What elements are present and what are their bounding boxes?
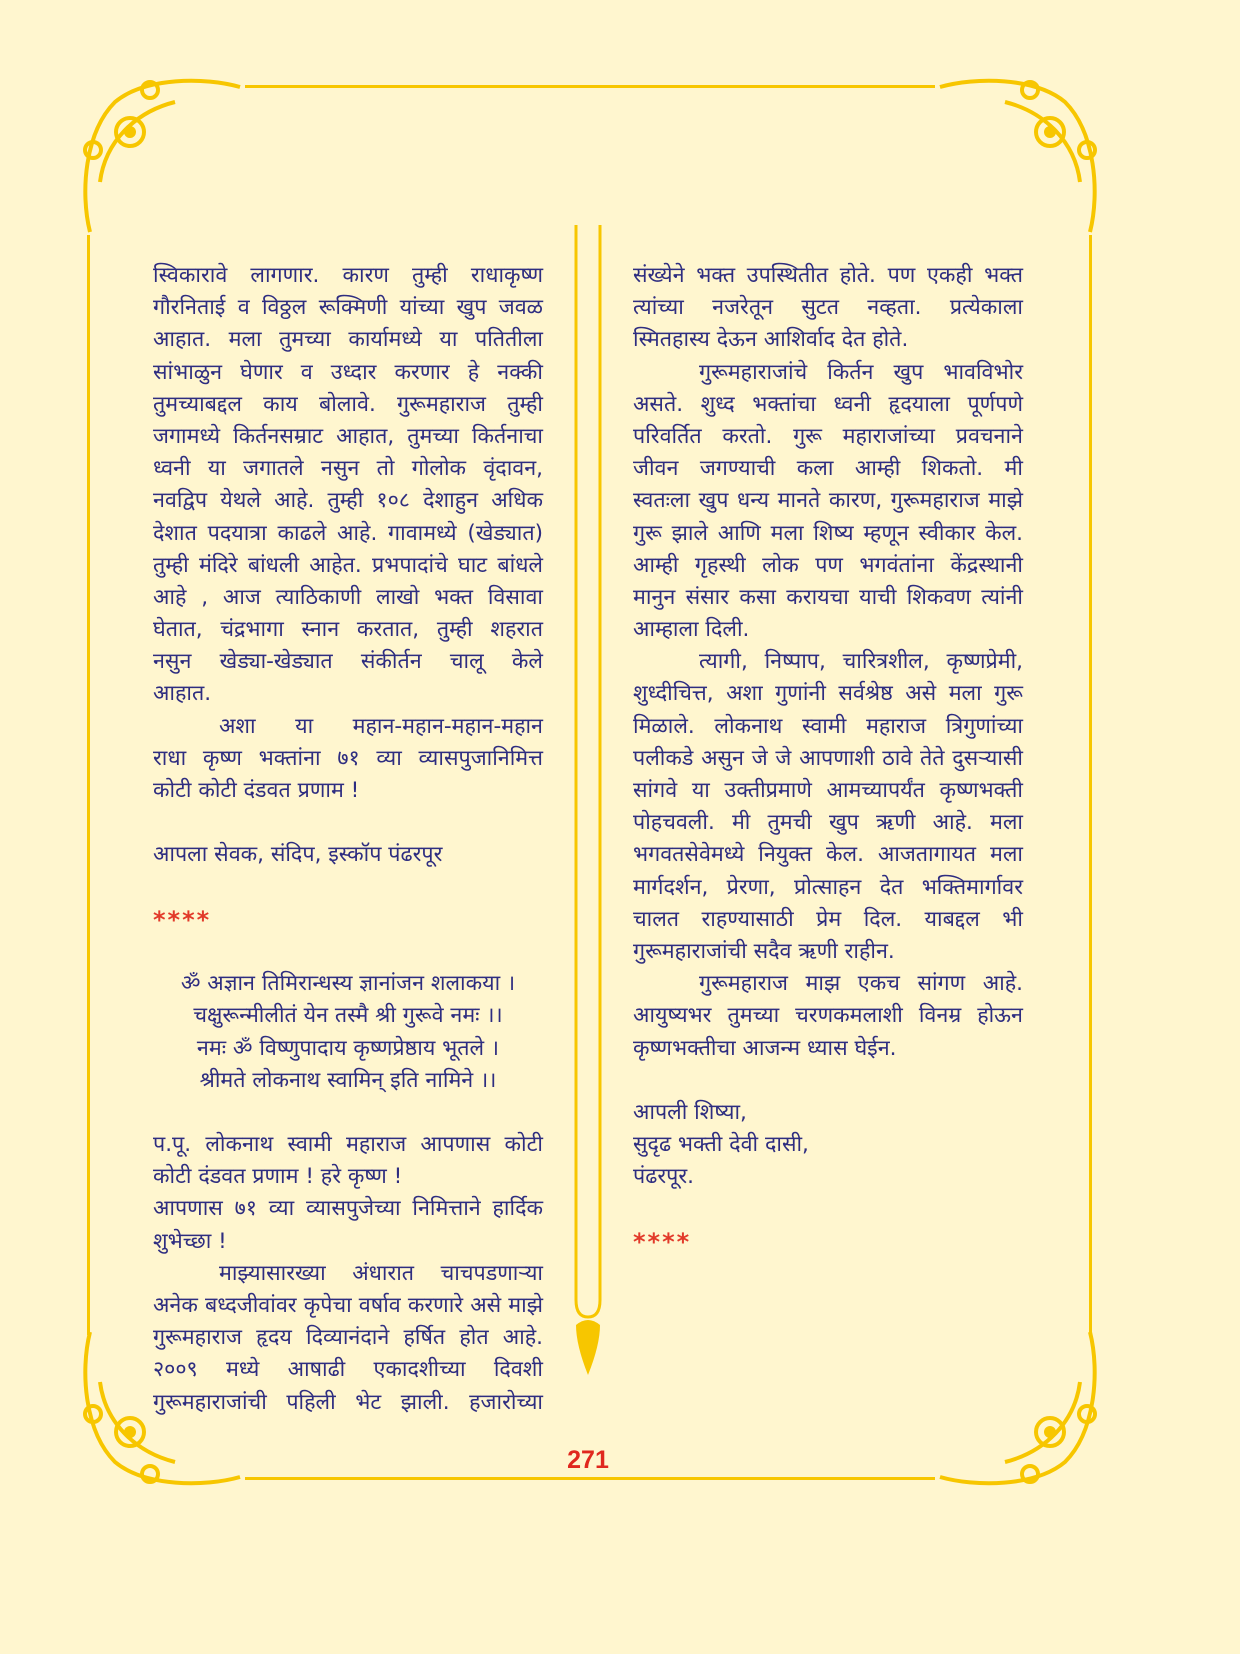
blank-line — [153, 936, 543, 968]
paragraph — [153, 260, 543, 711]
border-right — [1089, 235, 1092, 1335]
left-column — [153, 260, 543, 1419]
text-line-row — [153, 582, 543, 614]
text-line-row — [153, 1354, 543, 1386]
text-line: अनेक बध्दजीवांवर कृपेचा वर्षाव करणारे असे माझे — [153, 1293, 543, 1318]
text-line: गौरनिताई व विठ्ठल रूक्मिणी यांच्या खुप जवळ — [153, 295, 543, 321]
text-line-row — [633, 389, 1023, 421]
text-line: प.पू. लोकनाथ स्वामी महाराज आपणास कोटी — [153, 1132, 543, 1158]
paragraph — [153, 839, 543, 871]
text-line: श्रीमते लोकनाथ स्वामिन् इति नामिने ।। — [199, 1067, 497, 1093]
text-line: त्यागी, निष्पाप, चारित्रशील, कृष्णप्रेमी, — [699, 649, 1023, 675]
text-line-row — [633, 614, 1023, 646]
text-line: कृष्णभक्तीचा आजन्म ध्यास घेईन. — [633, 1035, 897, 1061]
text-line: आहात. मला तुमच्या कार्यामध्ये या पतितीला — [153, 327, 543, 353]
text-line-row — [153, 1193, 543, 1225]
corner-ornament-icon — [935, 72, 1105, 242]
paragraph — [633, 260, 1023, 357]
paragraph — [153, 1258, 543, 1419]
text-line: चालत राहण्यासाठी प्रेम दिल. याबद्दल भी — [633, 906, 1023, 932]
paragraph — [633, 1097, 1023, 1194]
text-line: सांभाळुन घेणार व उध्दार करणार हे नक्की — [153, 359, 543, 385]
text-line-row — [153, 1033, 543, 1065]
text-line: नमः ॐ विष्णुपादाय कृष्णप्रेष्ठाय भूतले । — [196, 1035, 500, 1061]
text-line-row — [633, 1161, 1023, 1193]
text-line-row — [153, 485, 543, 517]
text-line-row — [153, 711, 543, 743]
text-line: गुरूमहाराजांचे किर्तन खुप भावविभोर — [699, 359, 1023, 385]
text-line: पोहचवली. मी तुमची खुप ऋणी आहे. मला — [633, 810, 1023, 836]
shloka-verse — [153, 968, 543, 1097]
text-line-row — [633, 518, 1023, 550]
text-line-row — [633, 1097, 1023, 1129]
text-line: नवद्विप येथले आहे. तुम्ही १०८ देशाहुन अधिक — [153, 488, 543, 514]
text-line-row — [633, 711, 1023, 743]
text-line: राधा कृष्ण भक्तांना ७१ व्या व्यासपुजानिमित्त — [153, 745, 543, 771]
text-line-row — [153, 550, 543, 582]
text-line: जीवन जगण्याची कला आम्ही शिकतो. मी — [633, 456, 1023, 482]
text-line: घेतात, चंद्रभागा स्नान करतात, तुम्ही शहरात — [153, 617, 543, 643]
text-line-row — [633, 582, 1023, 614]
text-line: गुरूमहाराज माझ एकच सांगण आहे. — [699, 971, 1023, 997]
text-line-row — [153, 518, 543, 550]
text-line-row — [153, 678, 543, 710]
text-line: कोटी कोटी दंडवत प्रणाम ! — [153, 778, 360, 803]
text-line: शुध्दीचित्त, अशा गुणांनी सर्वश्रेष्ठ असे मला गुरू — [633, 681, 1023, 707]
stars-separator: **** — [153, 905, 212, 934]
text-line: गुरूमहाराज हृदय दिव्यानंदाने हर्षित होत आहे. — [153, 1325, 543, 1351]
text-line-row — [633, 646, 1023, 678]
text-line-row — [633, 550, 1023, 582]
border-left — [87, 235, 90, 1335]
paragraph — [633, 646, 1023, 968]
text-line-row — [153, 968, 543, 1000]
text-line-row — [153, 1290, 543, 1322]
text-line: नसुन खेड्या-खेड्यात संकीर्तन चालू केले — [153, 649, 543, 675]
text-line: आपला सेवक, संदिप, इस्कॉप पंढरपूर — [153, 842, 443, 868]
corner-ornament-icon — [935, 1322, 1105, 1492]
text-line: अशा या महान-महान-महान-महान — [219, 713, 543, 739]
text-line: आहे , आज त्याठिकाणी लाखो भक्त विसावा — [153, 584, 543, 610]
section-separator — [633, 1226, 1023, 1258]
text-line: ध्वनी या जगातले नसुन तो गोलोक वृंदावन, — [153, 456, 543, 482]
paragraph — [153, 1193, 543, 1257]
text-line-row — [633, 485, 1023, 517]
text-line: २००९ मध्ये आषाढी एकादशीच्या दिवशी — [153, 1357, 543, 1383]
text-line: स्मितहास्य देऊन आशिर्वाद देत होते. — [633, 327, 909, 353]
text-line-row — [633, 453, 1023, 485]
text-line-row — [633, 324, 1023, 356]
text-line-row — [153, 1322, 543, 1354]
text-line: स्विकारावे लागणार. कारण तुम्ही राधाकृष्ण — [153, 263, 543, 288]
text-line-row — [633, 904, 1023, 936]
text-line-row — [633, 872, 1023, 904]
text-line: आम्हाला दिली. — [633, 617, 750, 643]
text-line: पंढरपूर. — [633, 1164, 694, 1190]
text-line: शुभेच्छा ! — [153, 1228, 227, 1254]
text-line-row — [633, 421, 1023, 453]
text-line-row — [153, 646, 543, 678]
text-line-row — [153, 389, 543, 421]
text-line-row — [153, 1129, 543, 1161]
text-line: आहात. — [153, 681, 212, 707]
text-line-row — [153, 260, 543, 292]
text-line-row — [153, 775, 543, 807]
text-line-row — [633, 1000, 1023, 1032]
blank-line — [153, 1097, 543, 1129]
text-line-row — [153, 324, 543, 356]
page-number: 271 — [567, 1446, 609, 1474]
text-line: परिवर्तित करतो. गुरू महाराजांच्या प्रवचनाने — [633, 423, 1023, 449]
text-line-row — [633, 1033, 1023, 1065]
text-line: माझ्यासारख्या अंधारात चाचपडणाऱ्या — [219, 1260, 543, 1286]
text-line-row — [153, 743, 543, 775]
paragraph — [153, 1129, 543, 1193]
text-line-row — [153, 1226, 543, 1258]
text-line-row — [633, 775, 1023, 807]
text-line: आम्ही गृहस्थी लोक पण भगवंतांना केंद्रस्थानी — [633, 552, 1023, 578]
text-line: स्वतःला खुप धन्य मानते कारण, गुरूमहाराज माझे — [633, 488, 1023, 514]
text-line-row — [153, 1000, 543, 1032]
right-column — [633, 260, 1023, 1258]
text-line-row — [153, 1258, 543, 1290]
stars-separator: **** — [633, 1227, 692, 1256]
column-divider-tilak-icon — [560, 225, 620, 1385]
text-line: कोटी दंडवत प्रणाम ! हरे कृष्ण ! — [153, 1164, 403, 1190]
text-line: भगवतसेवेमध्ये नियुक्त केल. आजतागायत मला — [633, 842, 1023, 868]
text-line: आयुष्यभर तुमच्या चरणकमलाशी विनम्र होऊन — [633, 1003, 1023, 1029]
text-line: देशात पदयात्रा काढले आहे. गावामध्ये (खेड्यात) — [153, 520, 543, 546]
section-separator — [153, 904, 543, 936]
text-line: मानुन संसार कसा करायचा याची शिकवण त्यांनी — [633, 584, 1023, 610]
text-line-row — [633, 807, 1023, 839]
text-line: संख्येने भक्त उपस्थितीत होते. पण एकही भक्त — [633, 263, 1023, 288]
paragraph — [153, 711, 543, 808]
text-line: पलीकडे असुन जे जे आपणाशी ठावे तेते दुसऱ्यासी — [633, 745, 1023, 771]
text-line-row — [153, 1161, 543, 1193]
text-line: मिळाले. लोकनाथ स्वामी महाराज त्रिगुणांच्या — [633, 713, 1023, 739]
text-line-row — [153, 357, 543, 389]
text-line-row — [153, 453, 543, 485]
text-line: असते. शुध्द भक्तांचा ध्वनी हृदयाला पूर्णपणे — [633, 391, 1023, 417]
text-line: सुदृढ भक्ती देवी दासी, — [633, 1132, 809, 1158]
text-line-row — [633, 743, 1023, 775]
text-line-row — [633, 292, 1023, 324]
text-line: तुमच्याबद्दल काय बोलावे. गुरूमहाराज तुम्ही — [153, 391, 543, 417]
text-line: तुम्ही मंदिरे बांधली आहेत. प्रभपादांचे घाट बांधले — [153, 552, 543, 578]
text-line-row — [153, 421, 543, 453]
blank-line — [153, 807, 543, 839]
blank-line — [153, 872, 543, 904]
blank-line — [633, 1193, 1023, 1225]
text-line: त्यांच्या नजरेतून सुटत नव्हता. प्रत्येकाला — [633, 295, 1023, 321]
text-line: चक्षुरून्मीलीतं येन तस्मै श्री गुरूवे नमः ।। — [193, 1003, 503, 1029]
text-line-row — [633, 839, 1023, 871]
text-line: आपणास ७१ व्या व्यासपुजेच्या निमित्ताने हार्दिक — [153, 1196, 543, 1222]
text-line: सांगवे या उक्तीप्रमाणे आमच्यापर्यंत कृष्णभक्ती — [633, 778, 1023, 803]
paragraph — [633, 968, 1023, 1065]
text-line-row — [633, 936, 1023, 968]
stars-separator-row — [633, 1226, 1023, 1258]
text-line-row — [153, 292, 543, 324]
text-line-row — [153, 614, 543, 646]
text-line-row — [153, 839, 543, 871]
border-top — [245, 85, 935, 88]
border-bottom — [245, 1477, 935, 1480]
text-line-row — [633, 1129, 1023, 1161]
text-line-row — [633, 678, 1023, 710]
blank-line — [633, 1065, 1023, 1097]
text-line-row — [633, 968, 1023, 1000]
text-line: गुरू झाले आणि मला शिष्य म्हणून स्वीकार केल. — [633, 520, 1023, 546]
text-line: गुरूमहाराजांची सदैव ऋणी राहीन. — [633, 938, 895, 964]
text-line-row — [153, 1387, 543, 1419]
text-line-row — [153, 1065, 543, 1097]
text-line: आपली शिष्या, — [633, 1099, 747, 1125]
text-line-row — [633, 260, 1023, 292]
text-line-row — [633, 357, 1023, 389]
text-line: ॐ अज्ञान तिमिरान्धस्य ज्ञानांजन शलाकया । — [180, 971, 516, 997]
text-line: जगामध्ये किर्तनसम्राट आहात, तुमच्या किर्तनाचा — [153, 423, 543, 449]
stars-separator-row — [153, 904, 543, 936]
text-line: मार्गदर्शन, प्रेरणा, प्रोत्साहन देत भक्तिमार्गावर — [633, 874, 1023, 900]
paragraph — [633, 357, 1023, 647]
corner-ornament-icon — [75, 72, 245, 242]
text-line: गुरूमहाराजांची पहिली भेट झाली. हजारोच्या — [153, 1389, 543, 1415]
